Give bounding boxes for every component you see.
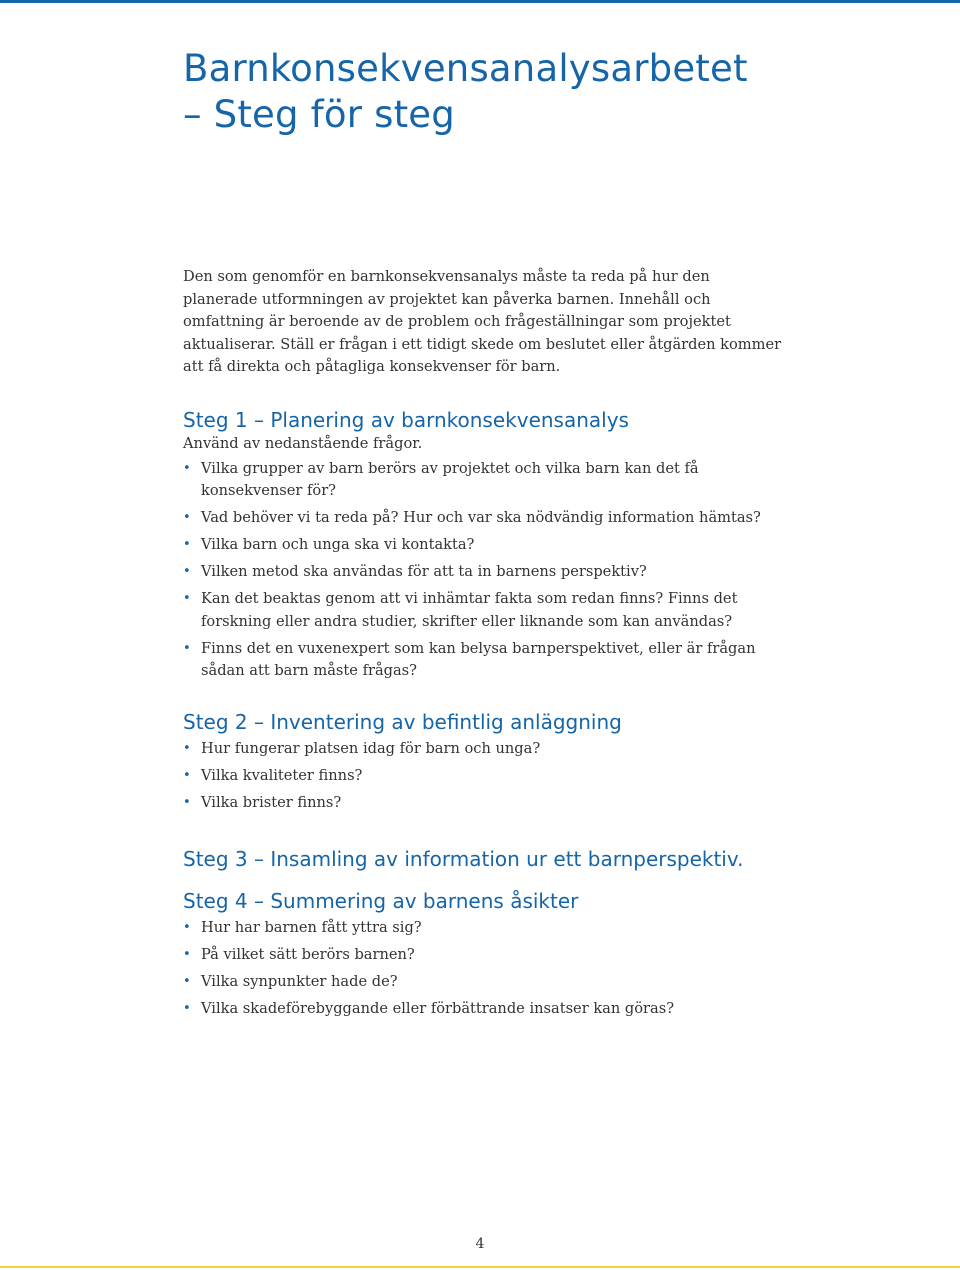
- list-item: [183, 944, 783, 967]
- list-item: [183, 971, 783, 994]
- bullet-icon: •: [183, 794, 191, 810]
- list-item: [183, 507, 783, 530]
- bullet-icon: •: [183, 564, 191, 579]
- list-item: [183, 738, 783, 761]
- list-item-text: Vilka brister finns?: [201, 793, 342, 811]
- intro-paragraph: Den som genomför en barnkonsekvensanalys måste ta reda på hur den planerade utformningen av projektet kan påverka barnen. Innehåll och omfattning är beroende av de problem och frågeställningar som projektet aktualiserar. Ställ er frågan i ett tidigt skede om beslutet eller åtgärden kommer att få direkta och påtagliga konsekvenser för barn.: [183, 268, 782, 375]
- bullet-icon: •: [183, 640, 191, 656]
- list-item-text: Finns det en vuxenexpert som kan belysa barnperspektivet, eller är frågan sådan att barn måste frågas?: [201, 639, 756, 679]
- list-item-text: Vilka synpunkter hade de?: [201, 973, 398, 990]
- bullet-icon: •: [183, 740, 191, 756]
- page-number: 4: [475, 1236, 485, 1252]
- page-title-line-2: – Steg för steg: [183, 93, 455, 136]
- list-item: [183, 588, 783, 633]
- list-item-text: Hur fungerar platsen idag för barn och unga?: [201, 739, 541, 757]
- list-item: [183, 534, 783, 557]
- list-item-text: Vilken metod ska användas för att ta in barnens perspektiv?: [201, 563, 647, 580]
- step-1-heading: Steg 1 – Planering av barnkonsekvensanalys: [183, 407, 629, 432]
- bullet-icon: •: [183, 1001, 191, 1016]
- list-item-text: Vad behöver vi ta reda på? Hur och var ska nödvändig information hämtas?: [201, 509, 761, 526]
- page-title: [183, 46, 783, 138]
- step-4-list: [183, 917, 783, 1021]
- list-item: [183, 998, 783, 1021]
- step-2-list: [183, 738, 783, 815]
- list-item-text: Vilka kvaliteter finns?: [201, 766, 363, 784]
- step-1-list: [183, 458, 783, 683]
- page-content: [183, 46, 783, 1025]
- bullet-icon: •: [183, 767, 191, 783]
- list-item: [183, 458, 783, 503]
- bullet-icon: •: [183, 591, 191, 606]
- page-title-line-1: Barnkonsekvensanalysarbetet: [183, 47, 748, 90]
- list-item-text: Vilka skadeförebyggande eller förbättrande insatser kan göras?: [201, 1000, 675, 1017]
- step-1-lead: Använd av nedanstående frågor.: [183, 434, 423, 452]
- list-item: [183, 638, 783, 683]
- step-3-heading: Steg 3 – Insamling av information ur ett barnperspektiv.: [183, 847, 744, 871]
- top-rule: [0, 0, 960, 3]
- bullet-icon: •: [183, 510, 191, 525]
- step-2-heading: Steg 2 – Inventering av befintlig anläggning: [183, 709, 622, 734]
- list-item-text: Hur har barnen fått yttra sig?: [201, 919, 422, 936]
- list-item: [183, 792, 783, 815]
- list-item-text: På vilket sätt berörs barnen?: [201, 946, 415, 963]
- bullet-icon: •: [183, 537, 191, 552]
- bullet-icon: •: [183, 974, 191, 989]
- bottom-rule: [0, 1266, 960, 1268]
- list-item-text: Kan det beaktas genom att vi inhämtar fakta som redan finns? Finns det forskning eller andra studier, skrifter eller liknande som kan användas?: [201, 590, 738, 630]
- list-item-text: Vilka grupper av barn berörs av projektet och vilka barn kan det få konsekvenser för?: [201, 459, 699, 499]
- step-4-heading: Steg 4 – Summering av barnens åsikter: [183, 889, 579, 913]
- list-item: [183, 917, 783, 940]
- list-item: [183, 561, 783, 584]
- bullet-icon: •: [183, 920, 191, 935]
- bullet-icon: •: [183, 460, 191, 476]
- bullet-icon: •: [183, 947, 191, 962]
- list-item-text: Vilka barn och unga ska vi kontakta?: [201, 536, 475, 553]
- list-item: [183, 765, 783, 788]
